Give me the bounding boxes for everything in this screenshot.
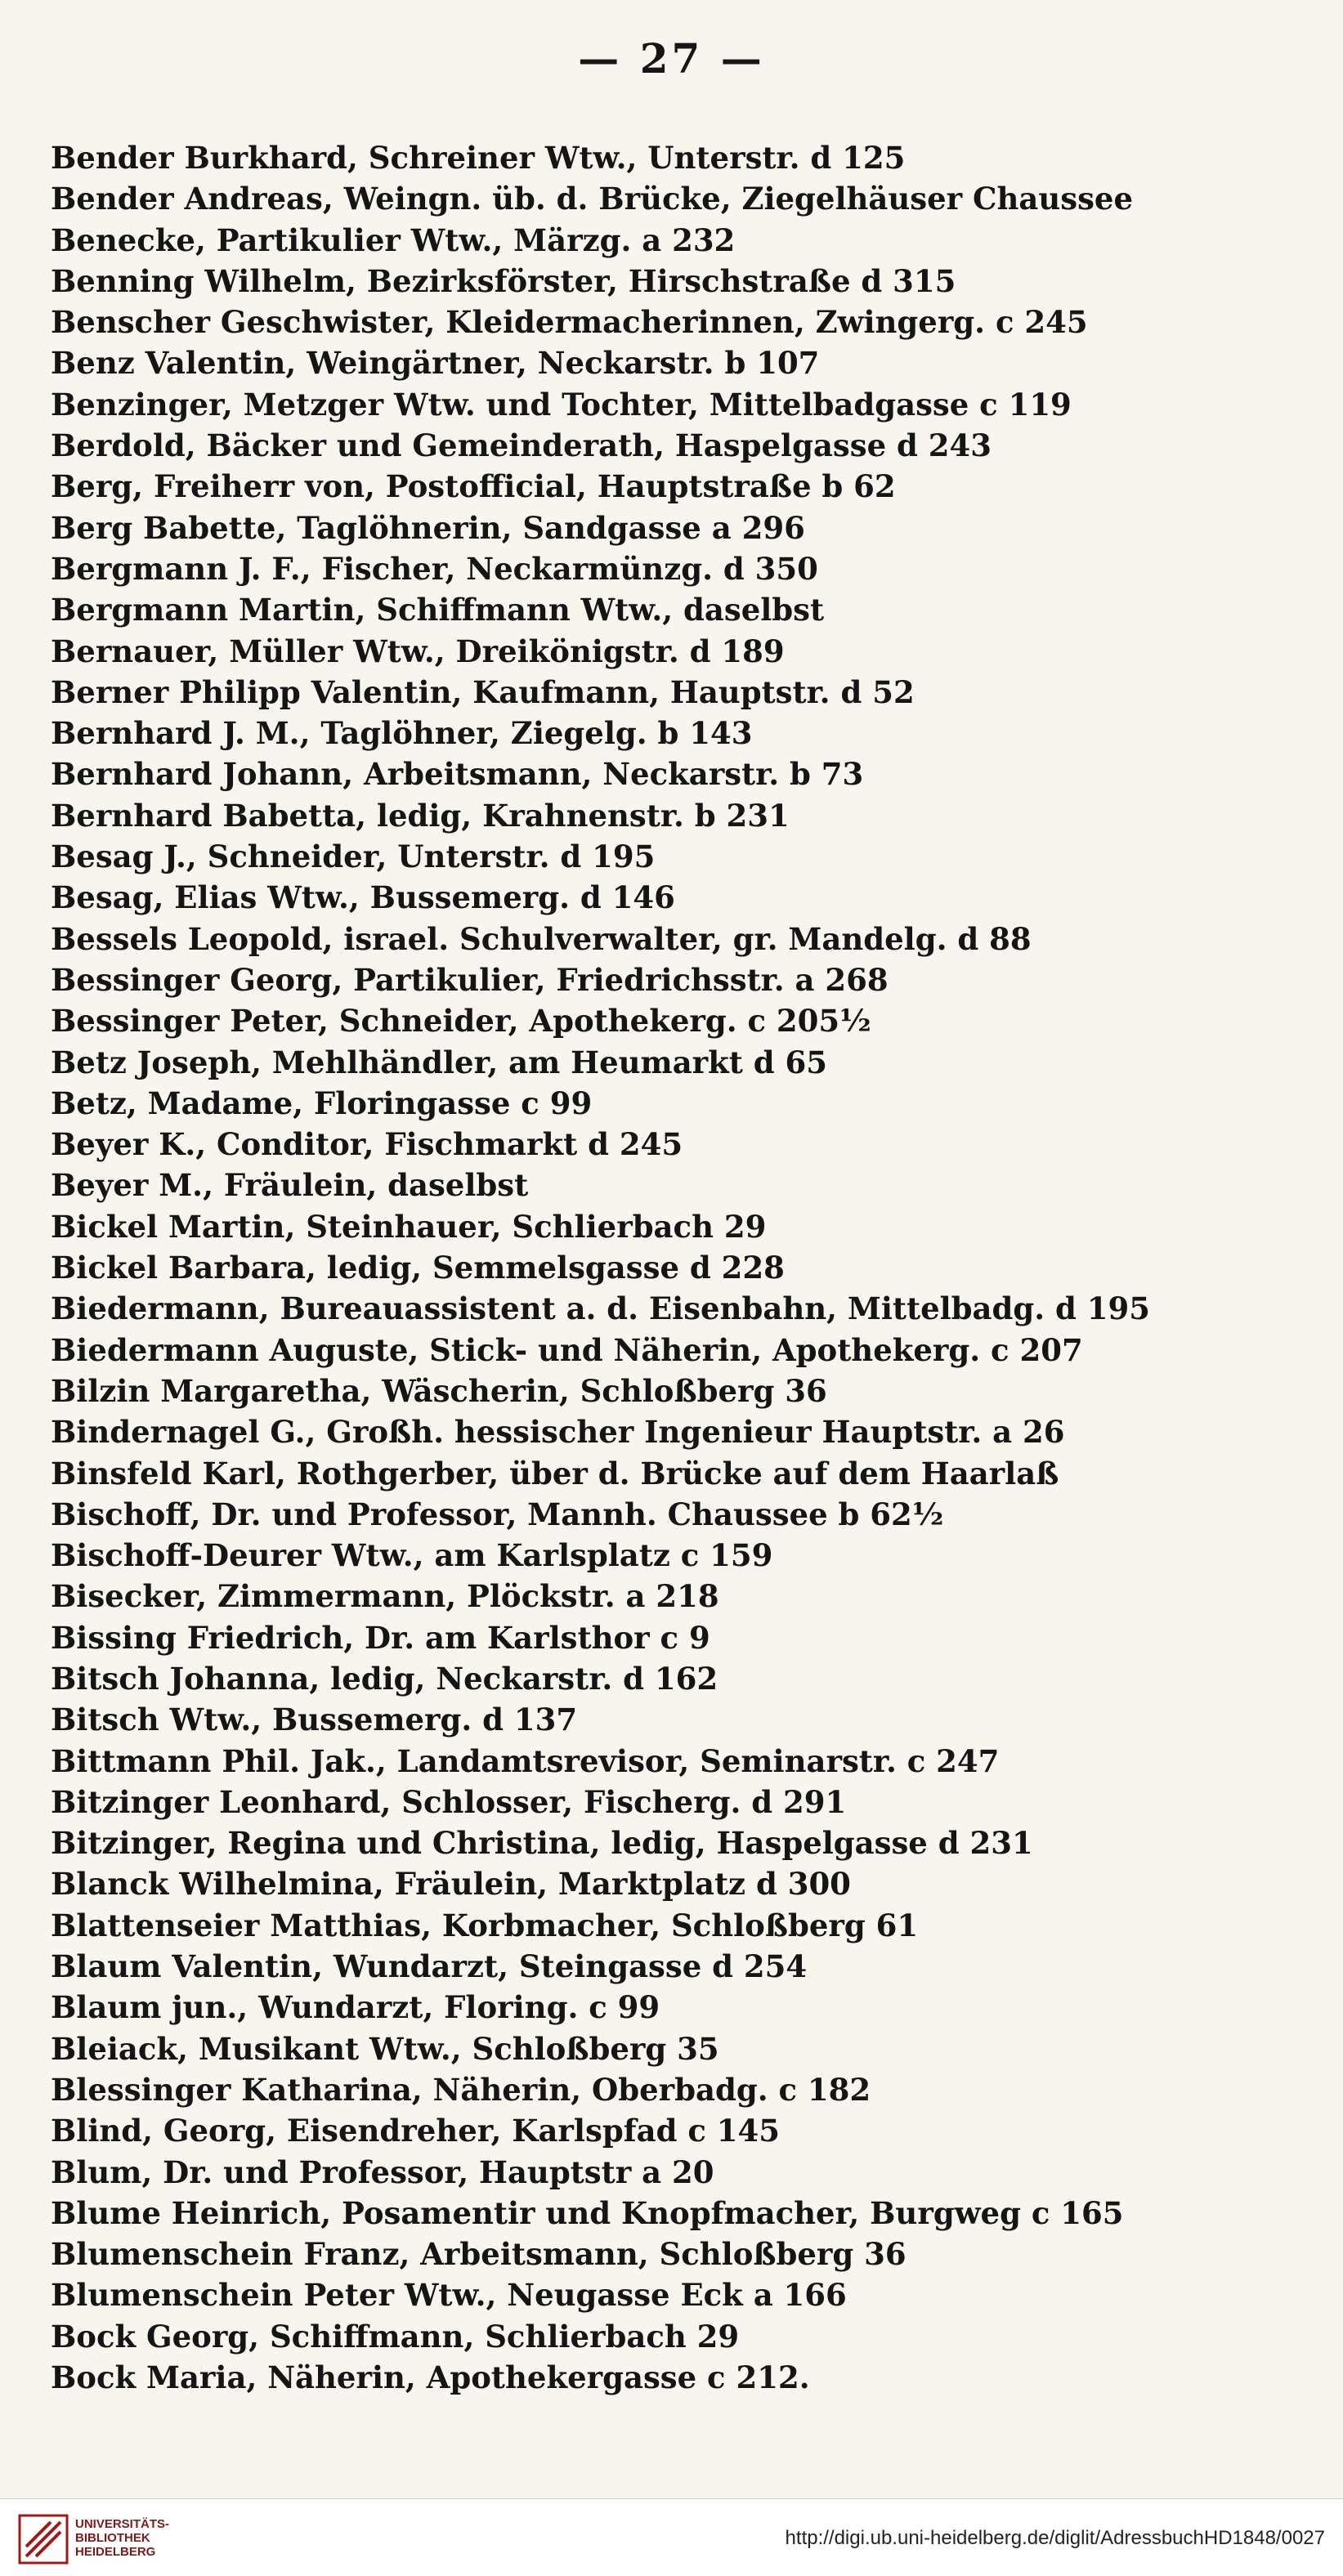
directory-entry: Blumenschein Franz, Arbeitsmann, Schloßberg 36	[51, 2236, 907, 2273]
directory-entry: Benning Wilhelm, Bezirksförster, Hirschstraße d 315	[51, 262, 956, 299]
directory-entry: Benecke, Partikulier Wtw., Märzg. a 232	[51, 221, 736, 258]
directory-entry: Bleiack, Musikant Wtw., Schloßberg 35	[51, 2030, 719, 2067]
directory-entry: Bischoff-Deurer Wtw., am Karlsplatz c 159	[51, 1537, 773, 1574]
directory-entry: Benz Valentin, Weingärtner, Neckarstr. b 107	[51, 345, 820, 382]
library-name-line: BIBLIOTHEK	[75, 2531, 150, 2545]
directory-entry: Blumenschein Peter Wtw., Neugasse Eck a 166	[51, 2277, 847, 2314]
directory-entry: Betz Joseph, Mehlhändler, am Heumarkt d 65	[51, 1044, 828, 1080]
directory-entry: Besag, Elias Wtw., Bussemerg. d 146	[51, 879, 675, 916]
directory-entry: Bilzin Margaretha, Wäscherin, Schloßberg 36	[51, 1372, 827, 1409]
directory-entry: Bernauer, Müller Wtw., Dreikönigstr. d 189	[51, 633, 785, 669]
directory-entry: Bender Burkhard, Schreiner Wtw., Unterstr. d 125	[51, 140, 906, 176]
directory-entry: Blind, Georg, Eisendreher, Karlspfad c 145	[51, 2113, 780, 2149]
directory-entry: Bischoff, Dr. und Professor, Mannh. Chaussee b 62½	[51, 1496, 944, 1532]
directory-entry: Bender Andreas, Weingn. üb. d. Brücke, Ziegelhäuser Chaussee	[51, 181, 1134, 217]
directory-entry: Bickel Martin, Steinhauer, Schlierbach 29	[51, 1208, 767, 1245]
page-number: — 27 —	[578, 34, 765, 83]
directory-entry: Berdold, Bäcker und Gemeinderath, Haspelgasse d 243	[51, 427, 992, 464]
directory-entry: Bernhard J. M., Taglöhner, Ziegelg. b 143	[51, 715, 753, 752]
directory-entry: Bitzinger, Regina und Christina, ledig, Haspelgasse d 231	[51, 1825, 1033, 1862]
directory-entry: Blanck Wilhelmina, Fräulein, Marktplatz d 300	[51, 1866, 851, 1903]
directory-entry: Biedermann, Bureauassistent a. d. Eisenbahn, Mittelbadg. d 195	[51, 1290, 1151, 1327]
directory-entry: Bitsch Wtw., Bussemerg. d 137	[51, 1702, 578, 1738]
directory-entry: Blaum jun., Wundarzt, Floring. c 99	[51, 1989, 660, 2026]
directory-entry: Binsfeld Karl, Rothgerber, über d. Brücke auf dem Haarlaß	[51, 1455, 1059, 1491]
directory-entry: Bernhard Babetta, ledig, Krahnenstr. b 231	[51, 797, 790, 834]
directory-entries	[51, 137, 1309, 2398]
directory-entry: Bock Maria, Näherin, Apothekergasse c 212.	[51, 2359, 810, 2396]
source-url-link[interactable]: http://digi.ub.uni-heidelberg.de/diglit/AdressbuchHD1848/0027	[785, 2527, 1325, 2549]
directory-entry: Benzinger, Metzger Wtw. und Tochter, Mittelbadgasse c 119	[51, 386, 1072, 423]
library-name	[75, 2517, 169, 2559]
library-name-line: HEIDELBERG	[75, 2545, 156, 2559]
directory-entry: Bock Georg, Schiffmann, Schlierbach 29	[51, 2318, 740, 2355]
directory-entry: Beyer M., Fräulein, daselbst	[51, 1167, 529, 1204]
directory-entry: Bessinger Peter, Schneider, Apothekerg. c 205½	[51, 1003, 871, 1040]
directory-entry: Biedermann Auguste, Stick- und Näherin, Apothekerg. c 207	[51, 1331, 1083, 1368]
directory-entry: Bitzinger Leonhard, Schlosser, Fischerg. d 291	[51, 1783, 847, 1820]
directory-entry: Bisecker, Zimmermann, Plöckstr. a 218	[51, 1578, 719, 1615]
directory-entry: Berg Babette, Taglöhnerin, Sandgasse a 296	[51, 509, 805, 546]
directory-entry: Besag J., Schneider, Unterstr. d 195	[51, 839, 656, 875]
directory-entry: Bitsch Johanna, ledig, Neckarstr. d 162	[51, 1660, 719, 1697]
directory-entry: Bittmann Phil. Jak., Landamtsrevisor, Seminarstr. c 247	[51, 1742, 1000, 1779]
directory-entry: Bissing Friedrich, Dr. am Karlsthor c 9	[51, 1619, 710, 1656]
directory-entry: Bessinger Georg, Partikulier, Friedrichsstr. a 268	[51, 961, 889, 998]
directory-entry: Blattenseier Matthias, Korbmacher, Schloßberg 61	[51, 1907, 919, 1943]
directory-entry: Berner Philipp Valentin, Kaufmann, Hauptstr. d 52	[51, 673, 915, 710]
directory-entry: Benscher Geschwister, Kleidermacherinnen, Zwingerg. c 245	[51, 304, 1088, 341]
directory-entry: Betz, Madame, Floringasse c 99	[51, 1085, 593, 1121]
footer-bar	[0, 2498, 1343, 2576]
directory-entry: Beyer K., Conditor, Fischmarkt d 245	[51, 1126, 683, 1163]
directory-entry: Bindernagel G., Großh. hessischer Ingenieur Hauptstr. a 26	[51, 1414, 1065, 1451]
library-name-line: UNIVERSITÄTS-	[75, 2517, 170, 2531]
directory-entry: Blessinger Katharina, Näherin, Oberbadg. c 182	[51, 2071, 871, 2108]
directory-entry: Blume Heinrich, Posamentir und Knopfmacher, Burgweg c 165	[51, 2194, 1124, 2231]
directory-entry: Bergmann Martin, Schiffmann Wtw., daselbst	[51, 592, 825, 628]
directory-entry: Bickel Barbara, ledig, Semmelsgasse d 228	[51, 1250, 785, 1286]
directory-entry: Blum, Dr. und Professor, Hauptstr a 20	[51, 2153, 714, 2190]
directory-entry: Bernhard Johann, Arbeitsmann, Neckarstr. b 73	[51, 756, 864, 793]
directory-entry: Blaum Valentin, Wundarzt, Steingasse d 254	[51, 1948, 808, 1985]
directory-entry: Bergmann J. F., Fischer, Neckarmünzg. d 350	[51, 550, 818, 587]
directory-entry: Bessels Leopold, israel. Schulverwalter, gr. Mandelg. d 88	[51, 920, 1032, 957]
library-logo-icon[interactable]	[18, 2514, 69, 2565]
directory-entry: Berg, Freiherr von, Postofficial, Hauptstraße b 62	[51, 468, 896, 505]
